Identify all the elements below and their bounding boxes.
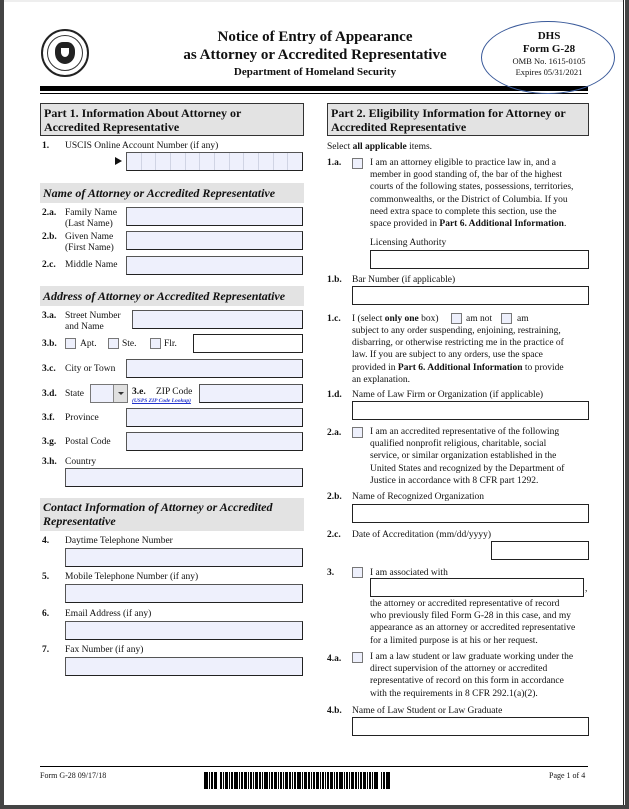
- given-name-label: [65, 232, 114, 254]
- family-name-input[interactable]: [126, 207, 303, 226]
- postal-code-label: Postal Code: [65, 437, 111, 447]
- title-line-1: Notice of Entry of Appearance: [217, 29, 413, 45]
- accredited-rep-checkbox[interactable]: [352, 427, 363, 438]
- form-edition: Form G-28 09/17/18: [40, 771, 107, 780]
- text-bold: Part 6. Additional Information: [397, 362, 523, 373]
- comma: ,: [585, 584, 588, 594]
- text-line: subject to any order suspending, enjoining, restraining,: [352, 326, 561, 336]
- apt-checkbox[interactable]: [65, 338, 76, 349]
- text: provided in: [352, 362, 398, 373]
- unit-number-input[interactable]: [193, 334, 303, 353]
- text-line: I am an attorney eligible to practice law in, and a: [370, 158, 556, 168]
- text: I (select: [352, 314, 385, 324]
- window-frame-bottom: [0, 805, 629, 809]
- arrow-right-icon: [115, 157, 122, 165]
- text-line: appearance as an attorney or accredited representative: [370, 623, 576, 634]
- am-label: am: [517, 314, 529, 324]
- usps-zip-lookup-link[interactable]: (USPS ZIP Code Lookup): [132, 398, 191, 404]
- fax-input[interactable]: [65, 657, 303, 676]
- province-input[interactable]: [126, 408, 303, 427]
- text: items.: [406, 142, 433, 152]
- text-line: who previously filed Form G-28 in this case, and my: [370, 611, 572, 622]
- form-name: Form G-28: [522, 43, 576, 55]
- apt-label: Apt.: [80, 339, 97, 349]
- item-number: 4.: [42, 536, 50, 546]
- text-line: service, or similar organization established in the: [370, 451, 557, 462]
- associated-with-input[interactable]: [370, 578, 584, 597]
- barcode-icon: [204, 772, 470, 789]
- text-line: representative of record on this form in accordance: [370, 676, 564, 687]
- item-number: 3.e.: [132, 387, 146, 397]
- state-label: State: [65, 389, 84, 399]
- text: space provided in: [370, 219, 440, 230]
- page-top-edge: [4, 0, 623, 2]
- text-line: need extra space to complete this section, use the: [370, 206, 557, 217]
- text-line: disbarring, or otherwise restricting me in the practice of: [352, 338, 564, 349]
- recognized-org-label: Name of Recognized Organization: [352, 492, 484, 502]
- text: to provide: [522, 362, 564, 373]
- heading-line: Contact Information of Attorney or Accredited: [43, 500, 273, 514]
- item-number: 1.c.: [327, 314, 341, 324]
- zip-input[interactable]: [199, 384, 303, 403]
- label-line: Family Name: [65, 208, 117, 218]
- mobile-phone-input[interactable]: [65, 584, 303, 603]
- city-label: City or Town: [65, 364, 116, 374]
- item-number: 3.h.: [42, 457, 57, 467]
- item-number: 2.b.: [42, 232, 57, 242]
- header-rule-thin: [40, 93, 588, 94]
- text-line: with the requirements in 8 CFR 292.1(a)(2).: [370, 688, 538, 699]
- given-name-input[interactable]: [126, 231, 303, 250]
- text-line: commonwealths, or the District of Columbia. If you: [370, 194, 568, 205]
- item-number: 3.a.: [42, 311, 57, 321]
- item-number: 2.b.: [327, 492, 342, 502]
- item-number: 4.b.: [327, 706, 342, 716]
- part1-heading: [40, 103, 304, 136]
- part2-heading-line2: Accredited Representative: [331, 120, 467, 134]
- law-student-name-label: Name of Law Student or Law Graduate: [352, 706, 503, 716]
- accreditation-date-input[interactable]: [491, 541, 589, 560]
- label-line: Street Number: [65, 311, 121, 321]
- account-number-label: USCIS Online Account Number (if any): [65, 141, 219, 151]
- recognized-org-input[interactable]: [352, 504, 589, 523]
- item-number: 3.f.: [42, 413, 55, 423]
- item-number: 2.c.: [42, 260, 56, 270]
- street-label: [65, 311, 121, 333]
- expiration-date: Expires 05/31/2021: [515, 67, 583, 77]
- item-number: 3.: [327, 568, 335, 578]
- mobile-phone-label: Mobile Telephone Number (if any): [65, 572, 199, 582]
- name-section-heading: Name of Attorney or Accredited Representative: [40, 183, 304, 203]
- ste-label: Ste.: [122, 339, 137, 349]
- text-bold: Part 6. Additional Information: [439, 219, 564, 230]
- text-bold: only one: [384, 314, 419, 324]
- text-bold: all applicable: [352, 142, 407, 152]
- uscis-account-number-input[interactable]: [126, 152, 303, 171]
- contact-section-heading: [40, 498, 304, 531]
- item-number: 1.a.: [327, 158, 342, 168]
- text: .: [563, 219, 567, 230]
- item-number: 3.d.: [42, 389, 57, 399]
- daytime-phone-input[interactable]: [65, 548, 303, 567]
- attorney-eligible-checkbox[interactable]: [352, 158, 363, 169]
- flr-label: Flr.: [164, 339, 177, 349]
- agency: DHS: [537, 30, 561, 42]
- text-line: for a limited purpose is at his or her request.: [370, 635, 538, 646]
- shield-icon: [60, 47, 70, 58]
- text-line: courts of the following states, possessions, territories,: [370, 182, 574, 193]
- ste-checkbox[interactable]: [108, 338, 119, 349]
- city-input[interactable]: [126, 359, 303, 378]
- am-not-label: am not: [466, 314, 493, 324]
- associated-with-label: I am associated with: [370, 568, 448, 578]
- part2-instruction: [327, 141, 432, 153]
- heading-line: Representative: [43, 514, 116, 528]
- text: Select: [327, 142, 353, 152]
- daytime-phone-label: Daytime Telephone Number: [65, 536, 173, 546]
- item-number: 2.a.: [327, 428, 342, 438]
- footer-rule: [40, 766, 588, 767]
- text-line: Justice in accordance with 8 CFR part 1292.: [370, 475, 539, 486]
- law-student-name-input[interactable]: [352, 717, 589, 736]
- dhs-seal-icon: [41, 29, 89, 77]
- header-rule-thick: [40, 86, 588, 91]
- item-number: 1.d.: [327, 390, 342, 400]
- am-checkbox[interactable]: [501, 313, 512, 324]
- licensing-authority-label: Licensing Authority: [370, 238, 447, 248]
- text-line: I am a law student or law graduate working under the: [370, 652, 574, 662]
- street-input[interactable]: [132, 310, 303, 329]
- email-input[interactable]: [65, 621, 303, 640]
- item-number: 1.: [42, 141, 50, 151]
- am-not-checkbox[interactable]: [451, 313, 462, 324]
- text-line: I am an accredited representative of the following: [370, 427, 560, 437]
- item-number: 2.c.: [327, 530, 341, 540]
- part1-heading-line2: Accredited Representative: [44, 120, 180, 134]
- window-frame-left: [0, 0, 4, 809]
- text-line: qualified nonprofit religious, charitable, social: [370, 439, 547, 450]
- item-2a-text: [370, 426, 592, 487]
- associated-with-checkbox[interactable]: [352, 567, 363, 578]
- text-line: the attorney or accredited representative of record: [370, 599, 560, 609]
- item-number: 2.a.: [42, 208, 57, 218]
- text: box): [418, 314, 439, 324]
- form-id-block: [490, 30, 608, 78]
- department-name: Department of Homeland Security: [233, 66, 397, 78]
- item-number: 3.b.: [42, 339, 57, 349]
- flr-checkbox[interactable]: [150, 338, 161, 349]
- postal-code-input[interactable]: [126, 432, 303, 451]
- item-number: 3.c.: [42, 364, 56, 374]
- label-line: (Last Name): [65, 219, 113, 229]
- label-line: and Name: [65, 322, 104, 332]
- country-input[interactable]: [65, 468, 303, 487]
- page-edge: [623, 0, 624, 805]
- chevron-down-icon[interactable]: [113, 385, 127, 402]
- middle-name-label: Middle Name: [65, 260, 118, 270]
- omb-number: OMB No. 1615-0105: [512, 56, 586, 66]
- window-frame-right: [625, 0, 629, 809]
- licensing-authority-input[interactable]: [370, 250, 589, 269]
- law-firm-label: Name of Law Firm or Organization (if applicable): [352, 390, 544, 400]
- title-line-2: as Attorney or Accredited Representative: [183, 47, 447, 63]
- text-line: United States and recognized by the Department of: [370, 463, 565, 474]
- item-1c-prompt: [352, 313, 439, 325]
- item-4a-text: [370, 651, 594, 700]
- law-firm-input[interactable]: [352, 401, 589, 420]
- item-number: 4.a.: [327, 654, 342, 664]
- text-line: direct supervision of the attorney or accredited: [370, 664, 548, 675]
- part2-heading: [327, 103, 589, 136]
- item-number: 7.: [42, 645, 50, 655]
- item-number: 5.: [42, 572, 50, 582]
- bar-number-label: Bar Number (if applicable): [352, 275, 456, 285]
- item-1c-text: [352, 325, 592, 386]
- label-line: Given Name: [65, 232, 114, 242]
- address-section-heading: Address of Attorney or Accredited Representative: [40, 286, 304, 306]
- item-1a-text: [370, 157, 592, 230]
- accreditation-date-label: Date of Accreditation (mm/dd/yyyy): [352, 530, 492, 540]
- family-name-label: [65, 208, 117, 230]
- item-3-text: [370, 598, 594, 647]
- text-line: an explanation.: [352, 374, 411, 385]
- item-number: 3.g.: [42, 437, 57, 447]
- email-label: Email Address (if any): [65, 609, 152, 619]
- label-line: (First Name): [65, 243, 114, 253]
- zip-label: ZIP Code: [156, 387, 193, 397]
- part1-heading-line1: Part 1. Information About Attorney or: [44, 106, 242, 120]
- bar-number-input[interactable]: [352, 286, 589, 305]
- province-label: Province: [65, 413, 99, 423]
- text-line: member in good standing of, the bar of the highest: [370, 170, 563, 181]
- form-title: [150, 28, 480, 64]
- law-student-checkbox[interactable]: [352, 652, 363, 663]
- item-number: 1.b.: [327, 275, 342, 285]
- country-label: Country: [65, 457, 97, 467]
- item-number: 6.: [42, 609, 50, 619]
- middle-name-input[interactable]: [126, 256, 303, 275]
- fax-label: Fax Number (if any): [65, 645, 144, 655]
- page-number: Page 1 of 4: [549, 771, 586, 780]
- text-line: law. If you are subject to any orders, use the space: [352, 350, 543, 361]
- part2-heading-line1: Part 2. Eligibility Information for Attorney or: [331, 106, 566, 120]
